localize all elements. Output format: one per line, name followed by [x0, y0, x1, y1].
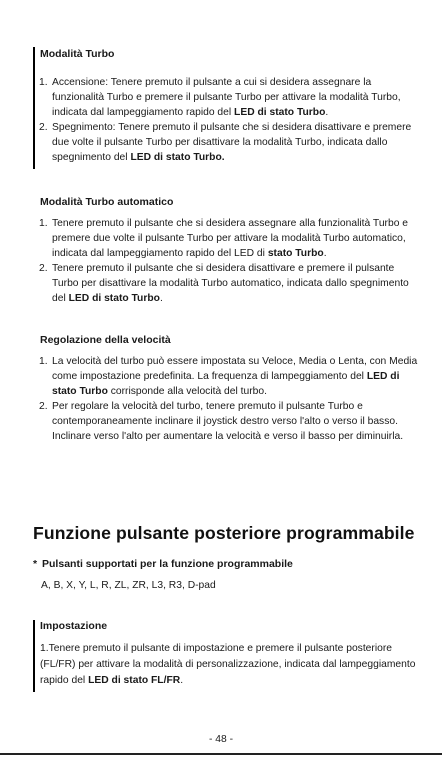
turbo-steps	[40, 75, 420, 165]
section-title-setup: Impostazione	[40, 620, 108, 632]
section-title-auto-turbo: Modalità Turbo automatico	[40, 196, 174, 208]
section-setup	[40, 620, 420, 689]
section-auto-turbo	[40, 196, 420, 306]
section-title-speed: Regolazione della velocità	[40, 334, 171, 346]
asterisk: *	[33, 558, 38, 570]
speed-step-2: 2. Per regolare la velocità del turbo, tenere premuto il pulsante Turbo e contemporaneamente inclinare il joystick destro verso l'alto o verso il basso. Inclinare verso l'alto per aumentare la velocità e verso il basso per diminuirla.	[39, 401, 404, 442]
section-turbo	[40, 48, 420, 165]
section-bar-turbo	[33, 47, 35, 169]
page-number: - 48 -	[208, 734, 234, 745]
section-title-turbo: Modalità Turbo	[40, 48, 115, 60]
speed-steps	[40, 354, 420, 444]
supported-label-text: Pulsanti supportati per la funzione programmabile	[42, 558, 293, 570]
programmable-title: Funzione pulsante posteriore programmabile	[33, 523, 415, 543]
bottom-rule	[0, 753, 442, 755]
supported-buttons-list: A, B, X, Y, L, R, ZL, ZR, L3, R3, D-pad	[41, 580, 216, 591]
auto-turbo-step-2: 2. Tenere premuto il pulsante che si desidera disattivare e premere il pulsante Turbo per disattivare la modalità Turbo automatico, indicata dallo spegnimento del LED di stato Turbo.	[39, 263, 409, 304]
speed-step-1: 1. La velocità del turbo può essere impostata su Veloce, Media o Lenta, con Media come impostazione predefinita. La frequenza di lampeggiamento del LED di stato Turbo corrisponde alla velocità del turbo.	[39, 356, 418, 397]
section-speed	[40, 334, 420, 444]
turbo-step-2: 2. Spegnimento: Tenere premuto il pulsante che si desidera disattivare e premere due volte il pulsante Turbo per disattivare la modalità Turbo, indicata dallo spegnimento del LED di stato Turbo.	[39, 122, 412, 163]
auto-turbo-steps	[40, 216, 420, 306]
auto-turbo-step-1: 1. Tenere premuto il pulsante che si desidera assegnare alla funzionalità Turbo e premere due volte il pulsante Turbo per attivare la modalità Turbo automatico, indicata dal lampeggiamento rapido del LED di stato Turbo.	[39, 218, 409, 259]
supported-buttons-label	[33, 558, 293, 571]
section-bar-setup	[33, 620, 35, 692]
turbo-step-1: 1. Accensione: Tenere premuto il pulsante a cui si desidera assegnare la funzionalità Turbo e premere il pulsante Turbo per attivare la modalità Turbo, indicata dal lampeggiamento rapido del LED di stato Turbo.	[39, 77, 401, 118]
setup-text: 1.Tenere premuto il pulsante di impostazione e premere il pulsante posteriore (FL/FR) per attivare la modalità di personalizzazione, indicata dal lampeggiamento rapido del LED di stato FL/FR.	[40, 643, 416, 686]
